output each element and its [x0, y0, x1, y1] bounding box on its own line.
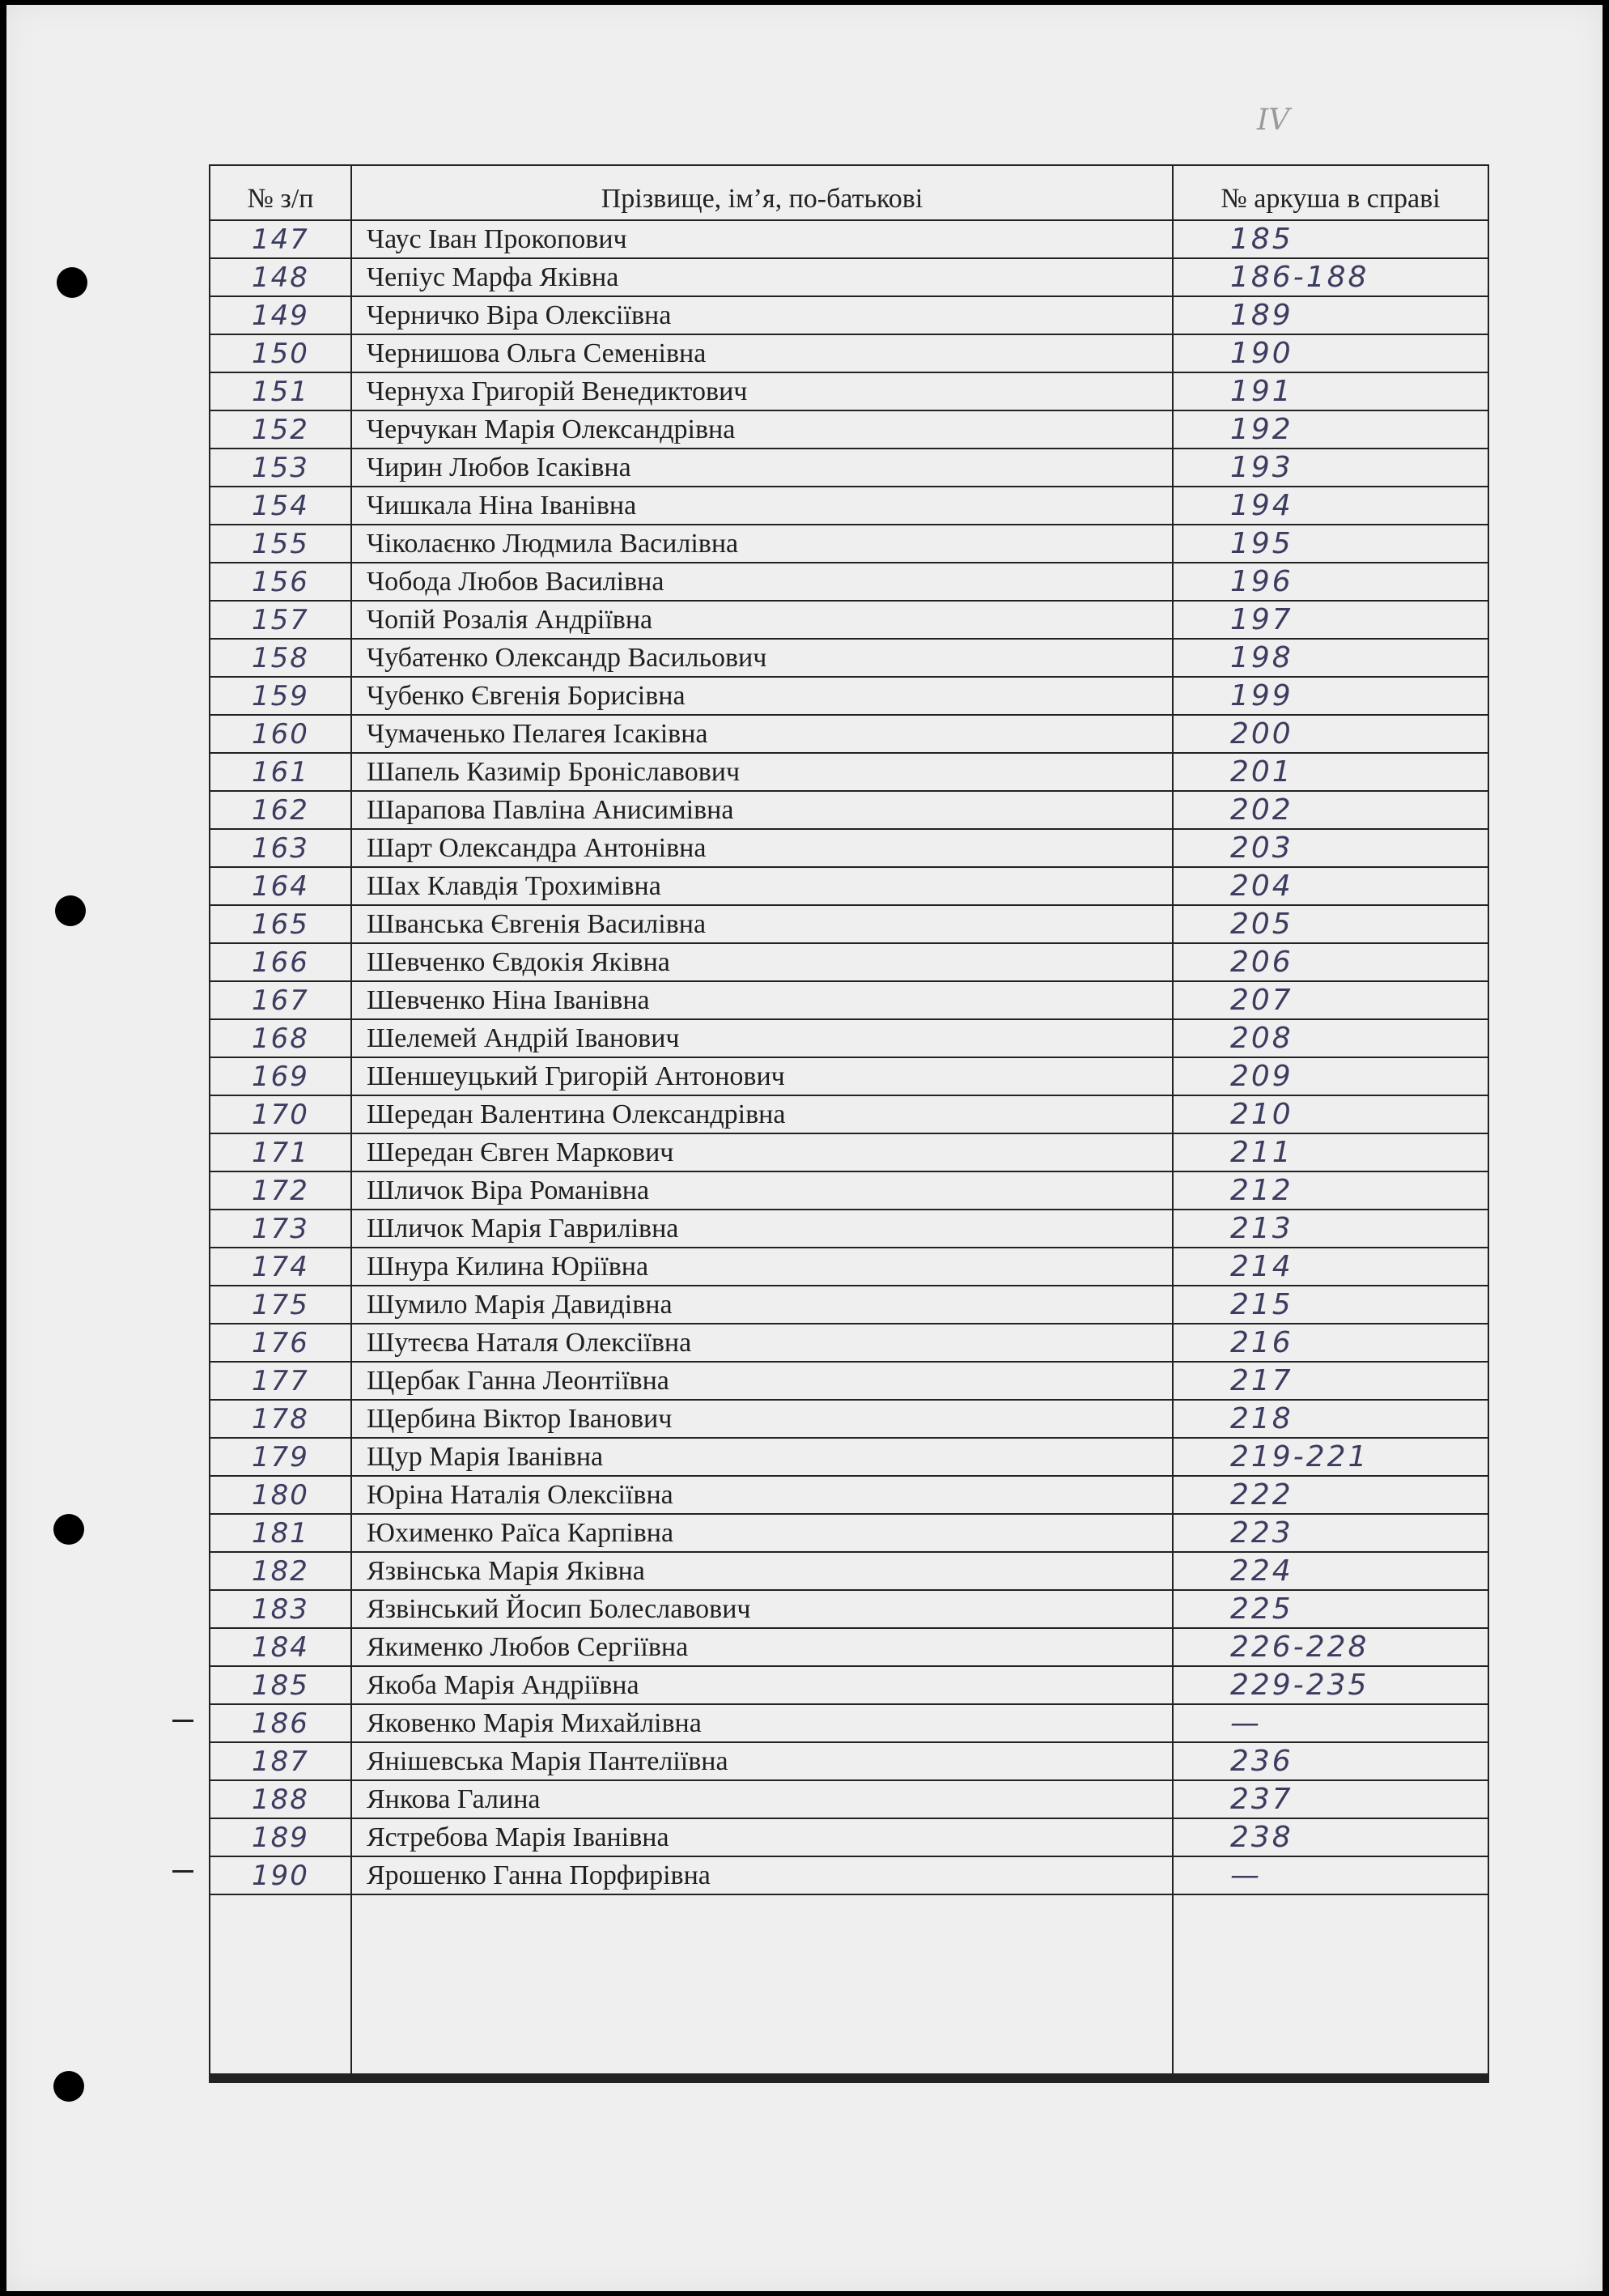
empty-cell	[352, 2080, 1174, 2081]
sheet-number: 207	[1174, 982, 1488, 1020]
row-number: 188	[210, 1781, 352, 1819]
row-number: 189	[210, 1819, 352, 1857]
sheet-number: 212	[1174, 1172, 1488, 1210]
sheet-number: 192	[1174, 411, 1488, 449]
sheet-number: 222	[1174, 1477, 1488, 1515]
person-name: Шапель Казимір Броніславович	[352, 754, 1174, 792]
sheet-number: 205	[1174, 906, 1488, 944]
sheet-number: 226-228	[1174, 1629, 1488, 1667]
person-name: Янішевська Марія Пантеліївна	[352, 1743, 1174, 1781]
row-number: 182	[210, 1553, 352, 1591]
margin-tick-mark	[172, 1870, 193, 1873]
sheet-number: 216	[1174, 1324, 1488, 1363]
person-name: Щур Марія Іванівна	[352, 1439, 1174, 1477]
person-name: Черничко Віра Олексіївна	[352, 297, 1174, 335]
person-name: Чопій Розалія Андріївна	[352, 602, 1174, 640]
row-number: 165	[210, 906, 352, 944]
person-name: Чишкала Ніна Іванівна	[352, 487, 1174, 525]
sheet-number: 217	[1174, 1363, 1488, 1401]
person-name: Щербак Ганна Леонтіївна	[352, 1363, 1174, 1401]
punch-hole	[55, 895, 86, 926]
row-number: 147	[210, 221, 352, 259]
person-name: Шередан Євген Маркович	[352, 1134, 1174, 1172]
empty-cell	[352, 1895, 1174, 2075]
person-name: Шличок Віра Романівна	[352, 1172, 1174, 1210]
row-number: 184	[210, 1629, 352, 1667]
header-name: Прізвище, ім’я, по-батькові	[352, 166, 1174, 221]
person-name: Шевченко Євдокія Яківна	[352, 944, 1174, 982]
sheet-number: 237	[1174, 1781, 1488, 1819]
row-number: 181	[210, 1515, 352, 1553]
margin-tick-mark	[172, 1720, 193, 1722]
sheet-number: 196	[1174, 563, 1488, 602]
sheet-number: —	[1174, 1705, 1488, 1743]
sheet-number: 225	[1174, 1591, 1488, 1629]
sheet-number: 236	[1174, 1743, 1488, 1781]
row-number: 175	[210, 1286, 352, 1324]
row-number: 168	[210, 1020, 352, 1058]
person-name: Чернишова Ольга Семенівна	[352, 335, 1174, 373]
sheet-number: 191	[1174, 373, 1488, 411]
row-number: 154	[210, 487, 352, 525]
header-num: № з/п	[210, 166, 352, 221]
sheet-number: 201	[1174, 754, 1488, 792]
punch-hole	[53, 1514, 84, 1545]
person-name: Янкова Галина	[352, 1781, 1174, 1819]
person-name: Шутеєва Наталя Олексіївна	[352, 1324, 1174, 1363]
sheet-number: 202	[1174, 792, 1488, 830]
sheet-number: 219-221	[1174, 1439, 1488, 1477]
person-name: Ярошенко Ганна Порфирівна	[352, 1857, 1174, 1895]
person-name: Шередан Валентина Олександрівна	[352, 1096, 1174, 1134]
header-sheet: № аркуша в справі	[1174, 166, 1488, 221]
row-number: 157	[210, 602, 352, 640]
person-name: Черчукан Марія Олександрівна	[352, 411, 1174, 449]
sheet-number: 209	[1174, 1058, 1488, 1096]
person-name: Язвінська Марія Яківна	[352, 1553, 1174, 1591]
sheet-number: 199	[1174, 678, 1488, 716]
empty-cell	[1174, 2080, 1488, 2081]
row-number: 176	[210, 1324, 352, 1363]
row-number: 183	[210, 1591, 352, 1629]
sheet-number: 214	[1174, 1248, 1488, 1286]
sheet-number: 204	[1174, 868, 1488, 906]
row-number: 186	[210, 1705, 352, 1743]
person-name: Чобода Любов Василівна	[352, 563, 1174, 602]
person-name: Юхименко Раїса Карпівна	[352, 1515, 1174, 1553]
sheet-number: 198	[1174, 640, 1488, 678]
row-number: 170	[210, 1096, 352, 1134]
punch-hole	[53, 2071, 84, 2102]
sheet-number: 223	[1174, 1515, 1488, 1553]
row-number: 178	[210, 1401, 352, 1439]
sheet-number: 200	[1174, 716, 1488, 754]
row-number: 180	[210, 1477, 352, 1515]
row-number: 161	[210, 754, 352, 792]
row-number: 160	[210, 716, 352, 754]
row-number: 149	[210, 297, 352, 335]
sheet-number: 206	[1174, 944, 1488, 982]
row-number: 148	[210, 259, 352, 297]
sheet-number: 211	[1174, 1134, 1488, 1172]
person-name: Якименко Любов Сергіївна	[352, 1629, 1174, 1667]
row-number: 185	[210, 1667, 352, 1705]
sheet-number: 193	[1174, 449, 1488, 487]
empty-cell	[210, 1895, 352, 2075]
row-number: 190	[210, 1857, 352, 1895]
person-name: Чіколаєнко Людмила Василівна	[352, 525, 1174, 563]
row-number: 153	[210, 449, 352, 487]
person-name: Шнура Килина Юріївна	[352, 1248, 1174, 1286]
person-name: Чирин Любов Ісаківна	[352, 449, 1174, 487]
sheet-number: 185	[1174, 221, 1488, 259]
row-number: 187	[210, 1743, 352, 1781]
row-number: 171	[210, 1134, 352, 1172]
sheet-number: 210	[1174, 1096, 1488, 1134]
row-number: 151	[210, 373, 352, 411]
sheet-number: 190	[1174, 335, 1488, 373]
person-name: Шевченко Ніна Іванівна	[352, 982, 1174, 1020]
empty-cell	[1174, 1895, 1488, 2075]
sheet-number: 203	[1174, 830, 1488, 868]
sheet-number: 197	[1174, 602, 1488, 640]
row-number: 166	[210, 944, 352, 982]
sheet-number: 186-188	[1174, 259, 1488, 297]
sheet-number: 194	[1174, 487, 1488, 525]
person-name: Якоба Марія Андріївна	[352, 1667, 1174, 1705]
person-name: Чумаченько Пелагея Ісаківна	[352, 716, 1174, 754]
person-name: Шванська Євгенія Василівна	[352, 906, 1174, 944]
row-number: 164	[210, 868, 352, 906]
row-number: 172	[210, 1172, 352, 1210]
person-name: Шеншеуцький Григорій Антонович	[352, 1058, 1174, 1096]
row-number: 167	[210, 982, 352, 1020]
person-name: Чубатенко Олександр Васильович	[352, 640, 1174, 678]
sheet-number: 238	[1174, 1819, 1488, 1857]
register-table	[209, 164, 1489, 2083]
sheet-number: —	[1174, 1857, 1488, 1895]
sheet-number: 218	[1174, 1401, 1488, 1439]
person-name: Чепіус Марфа Яківна	[352, 259, 1174, 297]
person-name: Шарапова Павліна Анисимівна	[352, 792, 1174, 830]
punch-hole	[57, 267, 87, 298]
row-number: 163	[210, 830, 352, 868]
person-name: Чубенко Євгенія Борисівна	[352, 678, 1174, 716]
person-name: Шарт Олександра Антонівна	[352, 830, 1174, 868]
person-name: Яковенко Марія Михайлівна	[352, 1705, 1174, 1743]
sheet-number: 229-235	[1174, 1667, 1488, 1705]
sheet-number: 215	[1174, 1286, 1488, 1324]
person-name: Язвінський Йосип Болеславович	[352, 1591, 1174, 1629]
row-number: 152	[210, 411, 352, 449]
row-number: 155	[210, 525, 352, 563]
sheet-number: 224	[1174, 1553, 1488, 1591]
sheet-number: 208	[1174, 1020, 1488, 1058]
person-name: Щербина Віктор Іванович	[352, 1401, 1174, 1439]
corner-mark: IV	[1257, 104, 1290, 137]
sheet-number: 195	[1174, 525, 1488, 563]
row-number: 174	[210, 1248, 352, 1286]
person-name: Шличок Марія Гаврилівна	[352, 1210, 1174, 1248]
person-name: Чаус Іван Прокопович	[352, 221, 1174, 259]
row-number: 179	[210, 1439, 352, 1477]
row-number: 158	[210, 640, 352, 678]
row-number: 177	[210, 1363, 352, 1401]
row-number: 156	[210, 563, 352, 602]
row-number: 150	[210, 335, 352, 373]
sheet-number: 189	[1174, 297, 1488, 335]
row-number: 162	[210, 792, 352, 830]
row-number: 159	[210, 678, 352, 716]
person-name: Чернуха Григорій Венедиктович	[352, 373, 1174, 411]
person-name: Ястребова Марія Іванівна	[352, 1819, 1174, 1857]
row-number: 169	[210, 1058, 352, 1096]
row-number: 173	[210, 1210, 352, 1248]
person-name: Шах Клавдія Трохимівна	[352, 868, 1174, 906]
person-name: Юріна Наталія Олексіївна	[352, 1477, 1174, 1515]
sheet-number: 213	[1174, 1210, 1488, 1248]
empty-cell	[210, 2080, 352, 2081]
person-name: Шелемей Андрій Іванович	[352, 1020, 1174, 1058]
person-name: Шумило Марія Давидівна	[352, 1286, 1174, 1324]
